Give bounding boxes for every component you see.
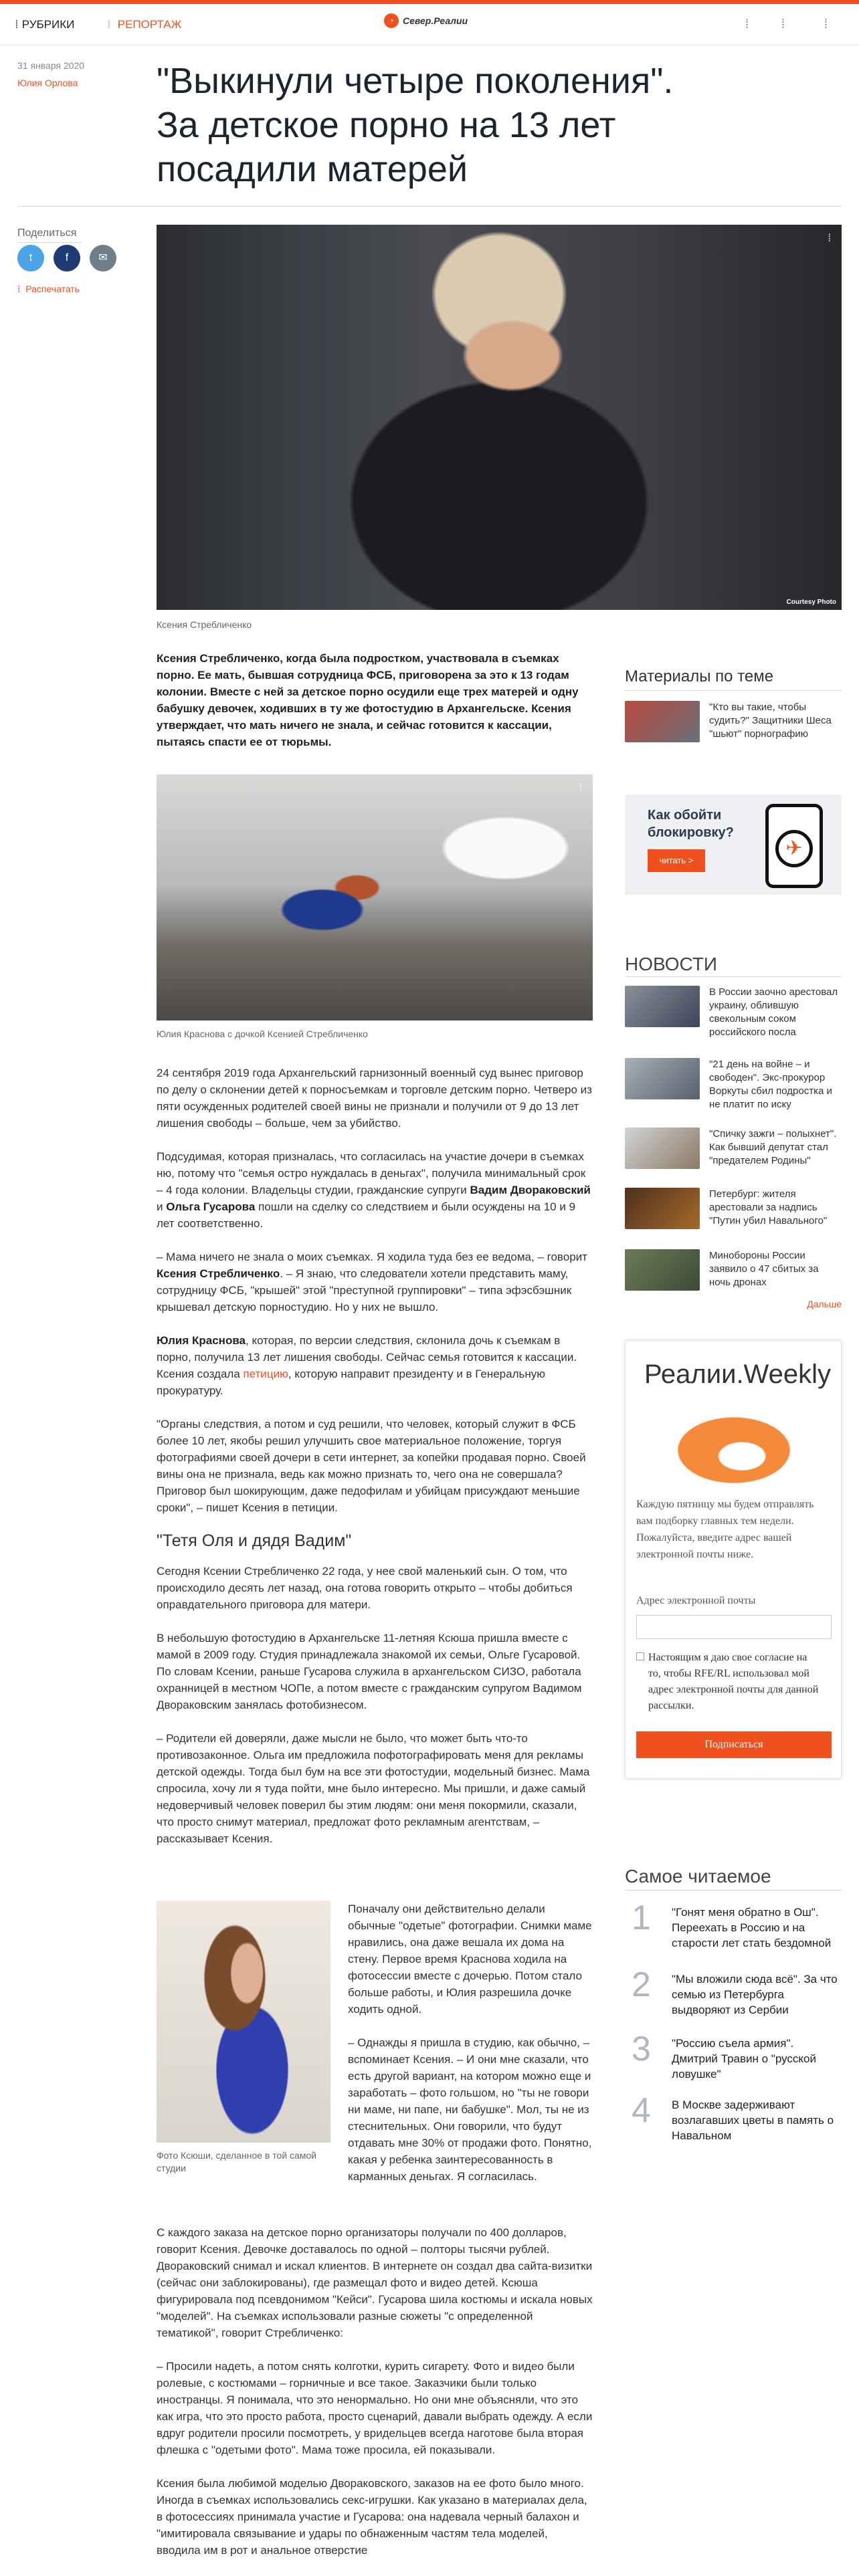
facebook-icon[interactable]: f (54, 245, 80, 272)
promo-title: Как обойти блокировку? (648, 808, 734, 840)
article-body-part2 (157, 2224, 593, 2575)
weekly-text: Каждую пятницу мы будем отправлять вам подборку главных тем недели. Пожалуйста, введите адрес вашей электронной почты ниже. (636, 1499, 814, 1560)
article-body-inset-text (348, 1901, 593, 2185)
weekly-newsletter-box (625, 1340, 842, 1779)
news-thumb (625, 1128, 700, 1169)
news-thumb (625, 1249, 700, 1291)
main-photo-caption: Ксения Стребличенко (157, 619, 252, 630)
article-date: 31 января 2020 (17, 60, 85, 71)
share-label: Поделиться (17, 227, 77, 239)
petition-link[interactable]: петицию (243, 1368, 288, 1380)
print-link[interactable] (17, 284, 80, 295)
paragraph: – Просили надеть, а потом снять колготки, курить сигарету. Фото и видео были ролевые, с костюмами – горничные и все такое. Заказчики были только иностранцы. Я понимала, что это ненормально. Но они мне объясняли, что это как игра, что это просто работа, просто сценарий, давали выбрать одежду. А если вдруг родители просили посмотреть, у вридельцев всегда наготове была вторая флешка с "одетыми фото". Мама тоже просила, ей показывали. (157, 2360, 593, 2456)
divider (625, 690, 842, 691)
news-thumb (625, 986, 700, 1027)
logo-text: Север.Реалии (403, 15, 468, 26)
article-author[interactable]: Юлия Орлова (17, 78, 78, 88)
popular-item[interactable]: "Мы вложили сюда всё". За что семью из Петербурга выдворяют из Сербии (672, 1973, 838, 2016)
menu-toggle[interactable] (15, 17, 74, 31)
paragraph: – Родители ей доверяли, даже мысли не было, что может быть что-то противозаконное. Ольга им предложила пофотографировать меня для рекламы детской одежды. Тогда был бум на все эти фотостудии, модельный бизнес. Мама спросила, хочу ли я туда пойти, мне было интересно. Мы пришли, и даже самый недоверчивый человек поверил бы этим людям: они меня покормили, сказали, что просто снимут материал, предложат фото рекламным агентствам, – рассказывает Ксения. (157, 1732, 590, 1845)
forbidden-icon: ✈ (775, 830, 813, 867)
popular-title: Самое читаемое (625, 1866, 771, 1887)
news-title: НОВОСТИ (625, 954, 718, 974)
related-item[interactable] (625, 701, 842, 742)
share-divider (17, 242, 82, 243)
article-title: "Выкинули четыре поколения". За детское порно на 13 лет посадили матерей (157, 61, 674, 189)
news-more-link[interactable]: Дальше (807, 1299, 842, 1309)
news-item[interactable]: Петербург: жителя арестовали за надпись "Путин убил Навального" (625, 1188, 842, 1229)
paragraph: С каждого заказа на детское порно организаторы получали по 400 долларов, говорит Ксения. Девочке доставалось по одной – полторы тысячи рублей. Двораковский снимал и искал клиентов. В интернете он создал два сайта-визитки (сейчас они заблокированы), где размещал фото и видео детей. Ксюша фигурировала под псевдонимом "Кейси". Гусарова шила костюмы и искала новых "моделей". На съемках использовали разные сюжеты "с определенной тематикой", говорит Стребличенко: (157, 2226, 593, 2339)
divider (17, 206, 842, 207)
second-photo-caption: Юлия Краснова с дочкой Ксенией Стребличенко (157, 1029, 368, 1039)
section-label: РЕПОРТАЖ (117, 18, 182, 31)
rubrics-label: РУБРИКИ (21, 18, 75, 31)
vpn-promo[interactable] (625, 794, 842, 895)
print-icon: ⁞ (17, 284, 21, 295)
paragraph: – Мама ничего не знала о моих съемках. Я ходила туда без ее ведома, – говорит Ксения Стребличенко. – Я знаю, что следователи хотели представить маму, сотрудницу ФСБ, "крышей" этой "преступной группировки" – типа эфэсбэшник крышевал детскую порностудию. Но у них не вышло. (157, 1251, 587, 1313)
popular-rank: 1 (632, 1899, 651, 1937)
popular-item[interactable]: "Россию съела армия". Дмитрий Травин о "русской ловушке" (672, 2037, 816, 2080)
consent-text: Настоящим я даю свое согласие на то, чтобы RFE/RL использовал мой адрес электронной почты для данной рассылки. (648, 1652, 819, 1711)
article-body-part1 (157, 1065, 593, 1864)
news-item[interactable]: "21 день на войне – и свободен". Экс-прокурор Воркуты сбил подростка и не платит по иску (625, 1058, 842, 1111)
weekly-brand: Реалии.Weekly (644, 1360, 831, 1389)
paragraph: – Однажды я пришла в студию, как обычно, – вспоминает Ксения. – И они мне сказали, что есть другой вариант, на котором можно еще и заработать – фото гольшом, но "ты не говори ни маме, ни папе, ни бабушке". Мол, ты не из стеснительных. Они говорили, что будут отдавать мне 30% от продажи фото. Понятно, какая у ребенка заинтересованность в карманных деньгах. Я согласилась. (348, 2036, 592, 2183)
separator-icon: ⁞ (107, 17, 111, 31)
site-header (0, 4, 859, 45)
paragraph: Ксения была любимой моделью Двораковского, заказов на ее фото было много. Иногда в съемках использовались секс-игрушки. Как указано в материалах дела, в фотосессиях принимала участие и Гусарова: она надевала черный балахон и "имитировала связывание и удары по обнаженным частям тела моделей, вводила им в рот и анальное отверстие (157, 2477, 587, 2557)
news-item[interactable]: "Спичку зажги – полыхнет". Как бывший депутат стал "предателем Родины" (625, 1128, 842, 1169)
inset-photo (157, 1901, 330, 2143)
popular-rank: 3 (632, 2030, 651, 2068)
paragraph: Сегодня Ксении Стребличенко 22 года, у нее свой маленький сын. О том, что происходило десять лет назад, она готова говорить открыто – чтобы добиться оправдательного приговора для матери. (157, 1565, 573, 1611)
related-thumb (625, 701, 700, 742)
news-item[interactable]: Минобороны России заявило о 47 сбитых за ночь дронах (625, 1249, 842, 1291)
email-label: Адрес электронной почты (636, 1595, 756, 1606)
menu-icon: ⁞ (15, 17, 19, 31)
photo-credit: Courtesy Photo (786, 599, 836, 606)
globe-icon[interactable]: ⁞ (824, 17, 828, 31)
paragraph: В небольшую фотостудию в Архангельске 11-летняя Ксюша пришла вместе с мамой в 2009 году. Студия принадлежала знакомой их семьи, Ольге Гусаровой. По словам Ксении, раньше Гусарова служила в архангельском СИЗО, работала охранницей в местном ЧОПе, а потом вместе с гражданским супругом Вадимом Двораковским занялась фотобизнесом. (157, 1632, 582, 1711)
popular-item[interactable]: В Москве задерживают возлагавших цветы в память о Навальном (672, 2099, 834, 2142)
paragraph: "Органы следствия, а потом и суд решили, что человек, который служит в ФСБ более 10 лет, якобы решил улучшить свое материальное положение, торгуя фотографиями своей дочери в сети интернет, за копейки продавая порно. Своей вины она не признала, ведь как можно признать то, чего она не совершала? Приговор был шокирующим, даже педофилам и убийцам присуждают меньшие сроки", – пишет Ксения в петиции. (157, 1418, 586, 1514)
user-icon[interactable]: ⁞ (781, 17, 785, 31)
consent-checkbox[interactable] (636, 1652, 644, 1660)
news-thumb (625, 1058, 700, 1099)
popular-rank: 2 (632, 1965, 651, 2004)
paragraph: Поначалу они действительно делали обычные "одетые" фотографии. Снимки маме нравились, она даже вешала их дома на стену. Первое время Краснова ходила на фотосессии вместе с дочерью. Потом стало больше работы, и Юлия разрешила дочке ходить одной. (348, 1903, 592, 2016)
news-thumb (625, 1188, 700, 1229)
news-item[interactable]: В России заочно арестовал украину, облившую свекольным соком российского посла (625, 986, 842, 1039)
promo-button[interactable]: читать > (648, 849, 705, 872)
paragraph: Юлия Краснова, которая, по версии следствия, склонила дочь к съемкам в порно, получила 13 лет лишения свободы. Сейчас семья готовится к кассации. Ксения создала петицию, которую направит президенту и в Генеральную прокуратуру. (157, 1334, 577, 1397)
phone-block-icon (765, 804, 823, 888)
logo-mark-icon: ◔ (384, 13, 399, 28)
paragraph: Подсудимая, которая призналась, что согласилась на участие дочери в съемках ню, потому что "семья остро нуждалась в деньгах", получила минимальный срок – 4 года колонии. Владельцы студии, гражданские супруги Вадим Двораковский и Ольга Гусарова пошли на сделку со следствием и были осуждены на 10 и 9 лет соответственно. (157, 1150, 591, 1230)
inset-photo-caption: Фото Ксюши, сделанное в той самой студии (157, 2150, 317, 2173)
divider (625, 976, 842, 977)
related-title: Материалы по теме (625, 667, 774, 685)
paragraph: 24 сентября 2019 года Архангельский гарнизонный военный суд вынес приговор по делу о склонении детей к порносъемкам и торговле детским порно. Четверо из пяти осужденных родителей своей вины не признали и получили от 9 до 13 лет лишения свободы – больше, чем за убийство. (157, 1067, 592, 1130)
site-logo[interactable] (384, 13, 468, 28)
twitter-icon[interactable]: t (17, 245, 44, 272)
section-link[interactable] (107, 17, 181, 31)
popular-item[interactable]: "Гонят меня обратно в Ош". Переехать в Россию и на старости лет стать бездомной (672, 1906, 832, 1949)
article-lead: Ксения Стребличенко, когда была подростком, участвовала в съемках порно. Ее мать, бывшая сотрудница ФСБ, приговорена за это к 13 годам колонии. Вместе с ней за детское порно осудили еще трех матерей и одну бабушку девочек, ходивших в ту же фотостудию в Архангельске. Ксения утверждает, что мать ничего не знала, и сейчас готовится к кассации, пытаясь спасти ее от тюрьмы. (157, 652, 579, 748)
subscribe-button[interactable]: Подписаться (636, 1731, 832, 1758)
search-icon[interactable]: ⁞ (745, 17, 749, 31)
second-photo (157, 774, 593, 1021)
expand-icon[interactable]: ⁞ (579, 782, 582, 794)
weekly-map-illustration (652, 1402, 816, 1489)
popular-rank: 4 (632, 2091, 651, 2130)
main-photo (157, 225, 842, 610)
expand-icon[interactable]: ⁞ (828, 233, 831, 244)
email-input[interactable] (636, 1615, 832, 1639)
divider (625, 1890, 842, 1891)
print-label: Распечатать (25, 284, 80, 294)
email-icon[interactable]: ✉ (90, 245, 116, 272)
subheading: "Тетя Оля и дядя Вадим" (157, 1531, 352, 1550)
related-item-title: "Кто вы такие, чтобы судить?" Защитники Шеса "шьют" порнографию (709, 702, 832, 740)
